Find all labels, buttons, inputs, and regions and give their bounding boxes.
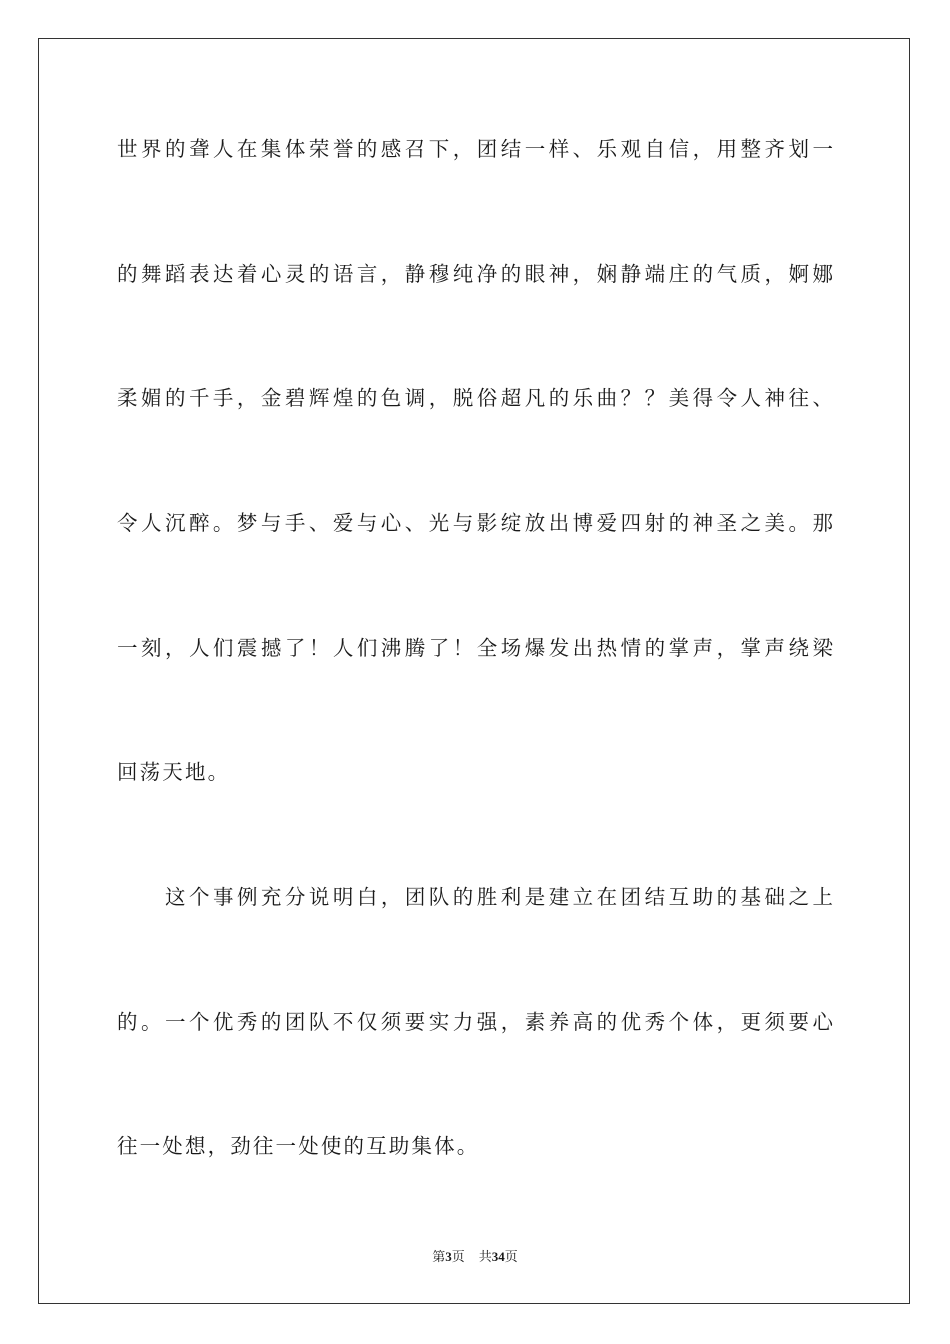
paragraph-first-line: 这个事例充分说明白，团队的胜利是建立在团结互助的基础之上 bbox=[165, 885, 833, 909]
page-footer bbox=[0, 1248, 950, 1266]
body-text-line: 世界的聋人在集体荣誉的感召下，团结一样、乐观自信，用整齐划一 bbox=[117, 137, 833, 161]
body-text-line: 回荡天地。 bbox=[117, 760, 231, 784]
page-suffix: 页 bbox=[451, 1249, 465, 1264]
body-text-line: 柔媚的千手，金碧辉煌的色调，脱俗超凡的乐曲？？美得令人神往、 bbox=[117, 386, 833, 410]
body-text-line: 的。一个优秀的团队不仅须要实力强，素养高的优秀个体，更须要心 bbox=[117, 1010, 833, 1034]
page-prefix: 第 bbox=[432, 1249, 446, 1264]
total-suffix: 页 bbox=[504, 1249, 518, 1264]
body-text-line: 一刻，人们震撼了！人们沸腾了！全场爆发出热情的掌声，掌声绕梁 bbox=[117, 636, 833, 660]
body-text-line: 的舞蹈表达着心灵的语言，静穆纯净的眼神，娴静端庄的气质，婀娜 bbox=[117, 262, 833, 286]
body-text-line: 往一处想，劲往一处使的互助集体。 bbox=[117, 1134, 480, 1158]
page-border bbox=[38, 38, 910, 1304]
body-text-line: 令人沉醉。梦与手、爱与心、光与影绽放出博爱四射的神圣之美。那 bbox=[117, 511, 833, 535]
total-pages: 34 bbox=[491, 1249, 505, 1264]
total-prefix: 共 bbox=[478, 1249, 492, 1264]
page-number: 3 bbox=[445, 1249, 452, 1264]
